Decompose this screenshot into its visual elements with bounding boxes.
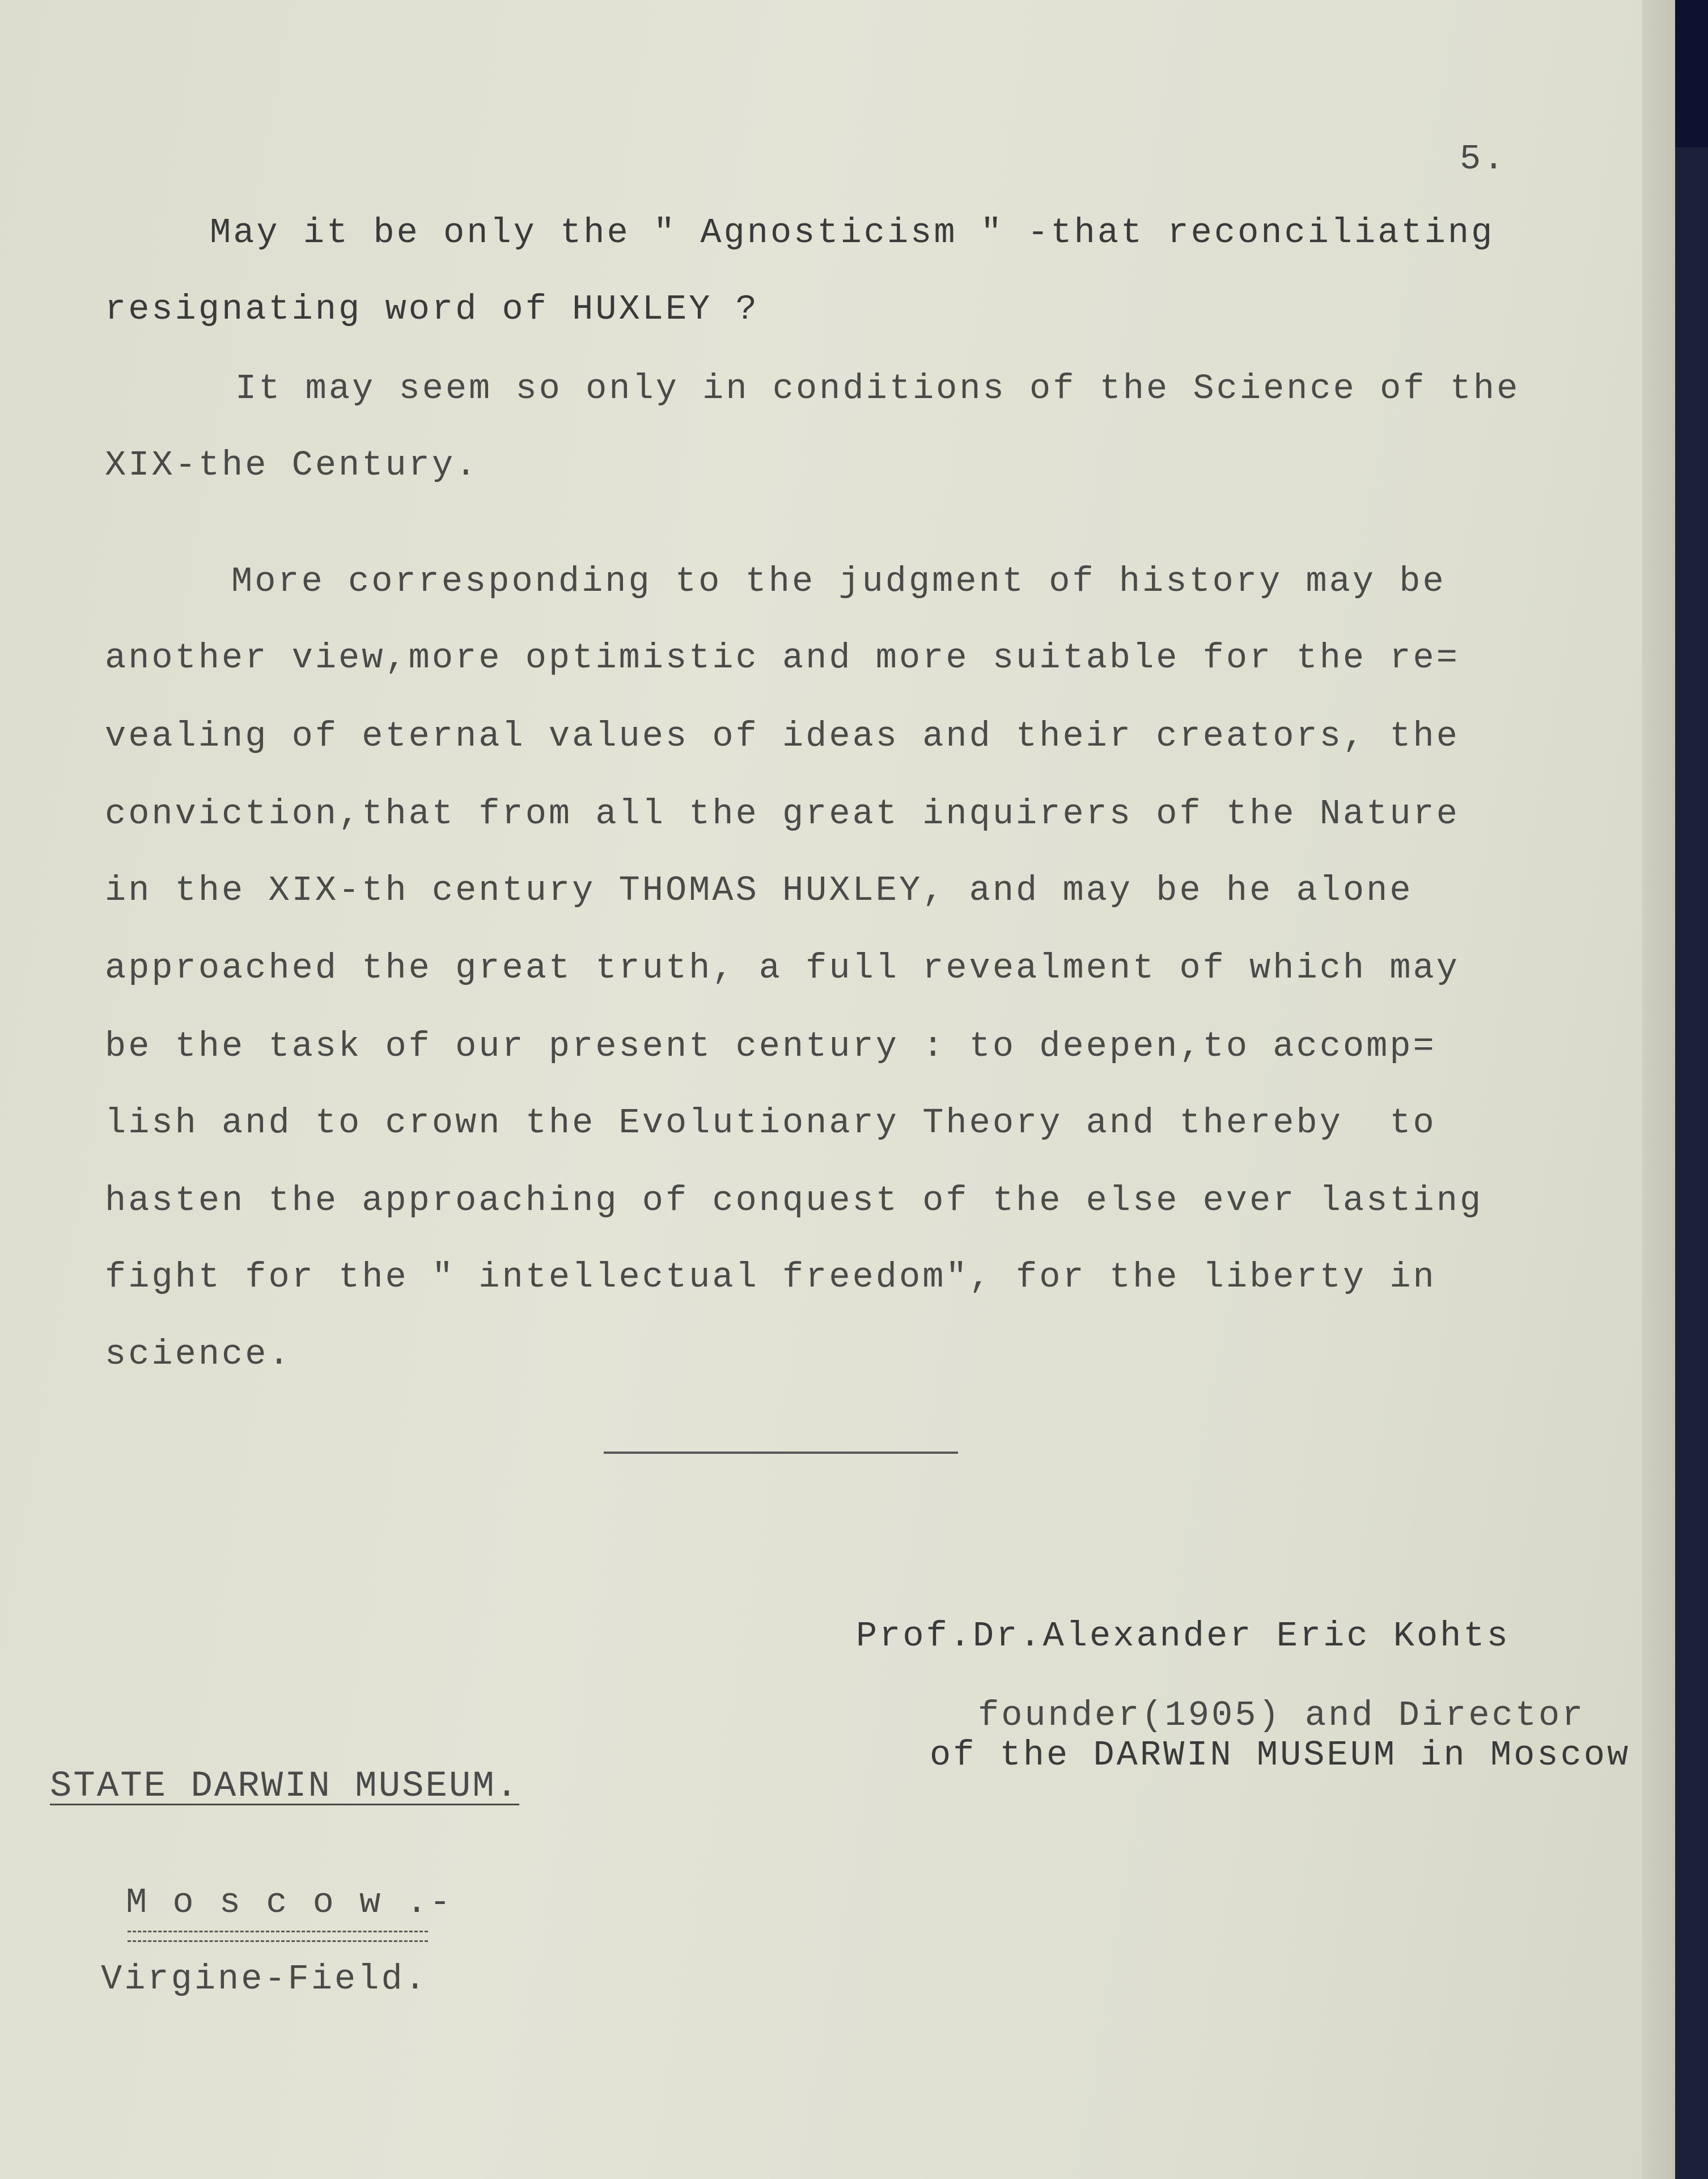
paragraph-3-line-5: in the XIX-th century THOMAS HUXLEY, and may be he alone — [105, 870, 1413, 911]
institution-name: STATE DARWIN MUSEUM. — [50, 1766, 520, 1807]
paragraph-3-line-10: fight for the " intellectual freedom", for the liberty in — [105, 1257, 1436, 1297]
address-street: Virgine-Field. — [101, 1959, 428, 1999]
paragraph-1-line-2: resignating word of HUXLEY ? — [105, 289, 759, 329]
paragraph-3-line-8: lish and to crown the Evolutionary Theory and thereby to — [105, 1103, 1436, 1143]
page-edge-shadow — [1642, 0, 1675, 2179]
paragraph-1-line-1: May it be only the " Agnosticism " -that reconciliating — [210, 213, 1495, 253]
paragraph-3-line-2: another view,more optimistic and more suitable for the re= — [105, 638, 1460, 678]
paragraph-3-line-6: approached the great truth, a full revealment of which may — [105, 948, 1460, 988]
paragraph-3-line-1: More corresponding to the judgment of history may be — [231, 561, 1446, 602]
section-divider — [604, 1452, 958, 1454]
paragraph-2-line-2: XIX-the Century. — [105, 445, 479, 485]
paragraph-3-line-7: be the task of our present century : to deepen,to accomp= — [105, 1026, 1436, 1067]
paragraph-2-line-1: It may seem so only in conditions of the Science of the — [235, 369, 1520, 409]
signature-name: Prof.Dr.Alexander Eric Kohts — [856, 1616, 1510, 1656]
paragraph-3-line-4: conviction,that from all the great inquirers of the Nature — [105, 794, 1460, 834]
paragraph-3-line-9: hasten the approaching of conquest of the else ever lasting — [105, 1181, 1484, 1221]
address-city: M o s c o w .- — [126, 1882, 453, 1923]
signature-title-line-1: founder(1905) and Director — [978, 1695, 1586, 1736]
city-underline — [128, 1931, 428, 1942]
desk-background — [1674, 0, 1708, 147]
page-number: 5. — [1460, 139, 1507, 179]
signature-title-line-2: of the DARWIN MUSEUM in Moscow — [930, 1735, 1631, 1775]
paragraph-3-line-3: vealing of eternal values of ideas and their creators, the — [105, 716, 1460, 756]
paragraph-3-line-11: science. — [105, 1334, 292, 1374]
